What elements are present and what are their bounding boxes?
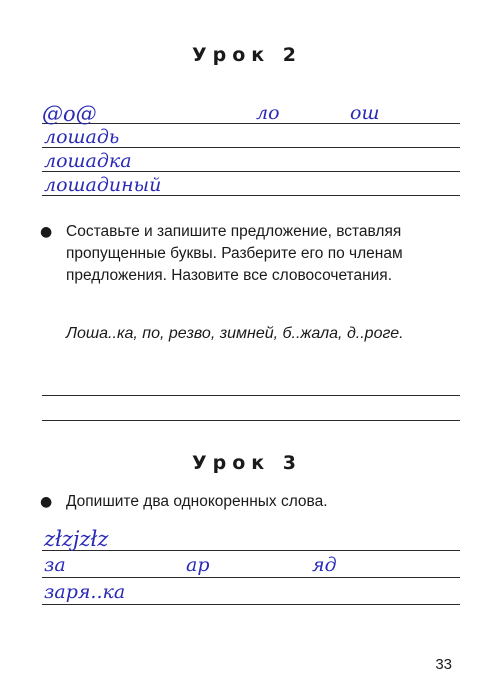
writing-line	[42, 123, 460, 124]
lesson-2-title: Урок 2	[191, 44, 303, 66]
writing-line	[42, 604, 460, 605]
lesson-3-task: Допишите два однокоренных слова.	[66, 493, 328, 510]
bullet-icon: ●	[40, 494, 53, 510]
handwriting-pattern: @o@	[42, 102, 97, 126]
answer-line	[42, 420, 460, 421]
lesson-3-title: Урок 3	[191, 452, 303, 474]
handwriting-syllable-ar: ар	[186, 554, 210, 576]
handwriting-word-2: лошадка	[44, 150, 132, 172]
handwriting-syllable-za: за	[44, 554, 66, 576]
handwriting-syllable-yad: яд	[312, 554, 337, 576]
handwriting-syllable-lo: ло	[256, 102, 280, 124]
writing-line	[42, 577, 460, 578]
handwriting-word-3: лошадиный	[44, 174, 162, 196]
lesson-2-task: Составьте и запишите предложение, вставляя пропущенные буквы. Разберите его по членам предложения. Назовите все словосочетания.	[66, 223, 403, 284]
handwriting-syllable-osh: ош	[350, 102, 380, 124]
handwriting-word-zaryadka: заря..ка	[44, 581, 126, 603]
bullet-icon: ●	[40, 224, 53, 240]
lesson-2-exercise: Лоша..ка, по, резво, зимней, б..жала, д..роге.	[66, 325, 404, 342]
handwriting-pattern: złzjzłz	[44, 527, 109, 551]
handwriting-word-1: лошадь	[44, 126, 120, 148]
answer-line	[42, 395, 460, 396]
page-number: 33	[435, 656, 452, 673]
